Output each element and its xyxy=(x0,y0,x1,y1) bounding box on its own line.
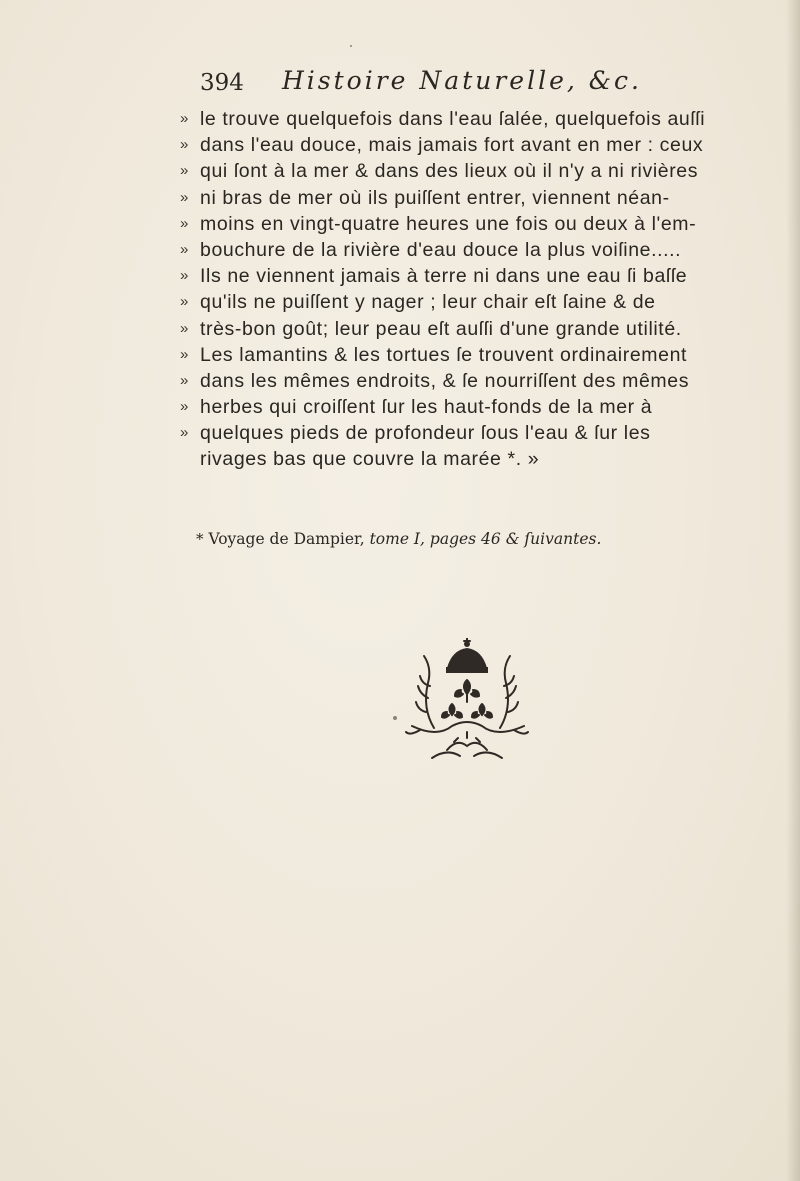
line-text: Les lamantins & les tortues ſe trouvent ordinairement xyxy=(200,343,688,366)
line-text: bouchure de la rivière d'eau douce la plus voiſine..... xyxy=(200,238,682,261)
text-line xyxy=(180,211,740,237)
ribbon-scroll xyxy=(412,722,524,732)
text-line xyxy=(180,158,740,184)
line-text: ni bras de mer où ils puiſſent entrer, viennent néan- xyxy=(200,186,670,209)
quote-mark: » xyxy=(180,136,189,154)
right-branch xyxy=(500,656,510,728)
text-line xyxy=(180,289,740,315)
line-text: quelques pieds de profondeur ſous l'eau & ſur les xyxy=(200,422,651,445)
quote-mark: » xyxy=(180,398,189,416)
text-line xyxy=(180,106,740,132)
text-line xyxy=(180,316,740,342)
line-text: moins en vingt-quatre heures une fois ou deux à l'em- xyxy=(200,212,697,235)
page-number: 394 xyxy=(200,70,244,96)
text-line xyxy=(180,420,740,446)
footnote-italic-text: tome I, pages 46 & ſuivantes. xyxy=(369,530,602,548)
text-line xyxy=(180,342,740,368)
line-text: très-bon goût; leur peau eſt auſſi d'une grande utilité. xyxy=(200,317,682,340)
quote-mark: » xyxy=(180,319,189,337)
line-text: Ils ne viennent jamais à terre ni dans une eau ſi baſſe xyxy=(200,265,688,288)
quote-mark: » xyxy=(180,371,189,389)
line-text: herbes qui croiſſent ſur les haut-fonds de la mer à xyxy=(200,396,653,419)
bottom-flourish xyxy=(447,743,487,750)
text-line xyxy=(180,368,740,394)
quote-mark: » xyxy=(180,188,189,206)
quote-mark: » xyxy=(180,424,189,442)
line-text: rivages bas que couvre la marée *. » xyxy=(200,448,540,471)
fleur-de-lis-icon xyxy=(455,680,479,702)
quote-mark: » xyxy=(180,162,189,180)
text-line xyxy=(180,394,740,420)
paper-speck xyxy=(393,716,397,720)
bottom-flourish xyxy=(432,752,502,758)
text-line xyxy=(180,446,740,472)
fleur-de-lis-icon xyxy=(472,704,492,718)
crown-fleur-de-lis-ornament-icon xyxy=(392,638,542,768)
page-edge-shadow xyxy=(786,0,800,1181)
running-title: Histoire Naturelle, &c. xyxy=(282,66,642,95)
text-line xyxy=(180,237,740,263)
line-text: dans les mêmes endroits, & ſe nourriſſent des mêmes xyxy=(200,369,690,392)
crown-icon xyxy=(447,648,487,668)
text-line xyxy=(180,185,740,211)
crown-band xyxy=(446,667,488,673)
quote-mark: » xyxy=(180,110,189,127)
text-line xyxy=(180,263,740,289)
page-header xyxy=(200,66,720,100)
footnote-text: Voyage de Dampier, xyxy=(208,530,365,548)
quote-mark: » xyxy=(180,345,189,363)
line-text: qui ſont à la mer & dans des lieux où il n'y a ni rivières xyxy=(200,160,699,183)
footnote xyxy=(196,530,601,548)
line-text: le trouve quelquefois dans l'eau ſalée, quelquefois auſſi xyxy=(200,108,706,130)
body-text xyxy=(180,106,740,473)
line-text: dans l'eau douce, mais jamais fort avant en mer : ceux xyxy=(200,134,704,157)
quote-mark: » xyxy=(180,267,189,285)
paper-speck xyxy=(350,45,352,47)
line-text: qu'ils ne puiſſent y nager ; leur chair eſt ſaine & de xyxy=(200,291,656,314)
bottom-flourish xyxy=(454,732,480,742)
quote-mark: » xyxy=(180,293,189,311)
text-line xyxy=(180,132,740,158)
footnote-marker: * xyxy=(196,530,204,548)
left-branch xyxy=(424,656,434,728)
quote-mark: » xyxy=(180,214,189,232)
fleur-de-lis-icon xyxy=(442,704,462,718)
quote-mark: » xyxy=(180,240,189,258)
